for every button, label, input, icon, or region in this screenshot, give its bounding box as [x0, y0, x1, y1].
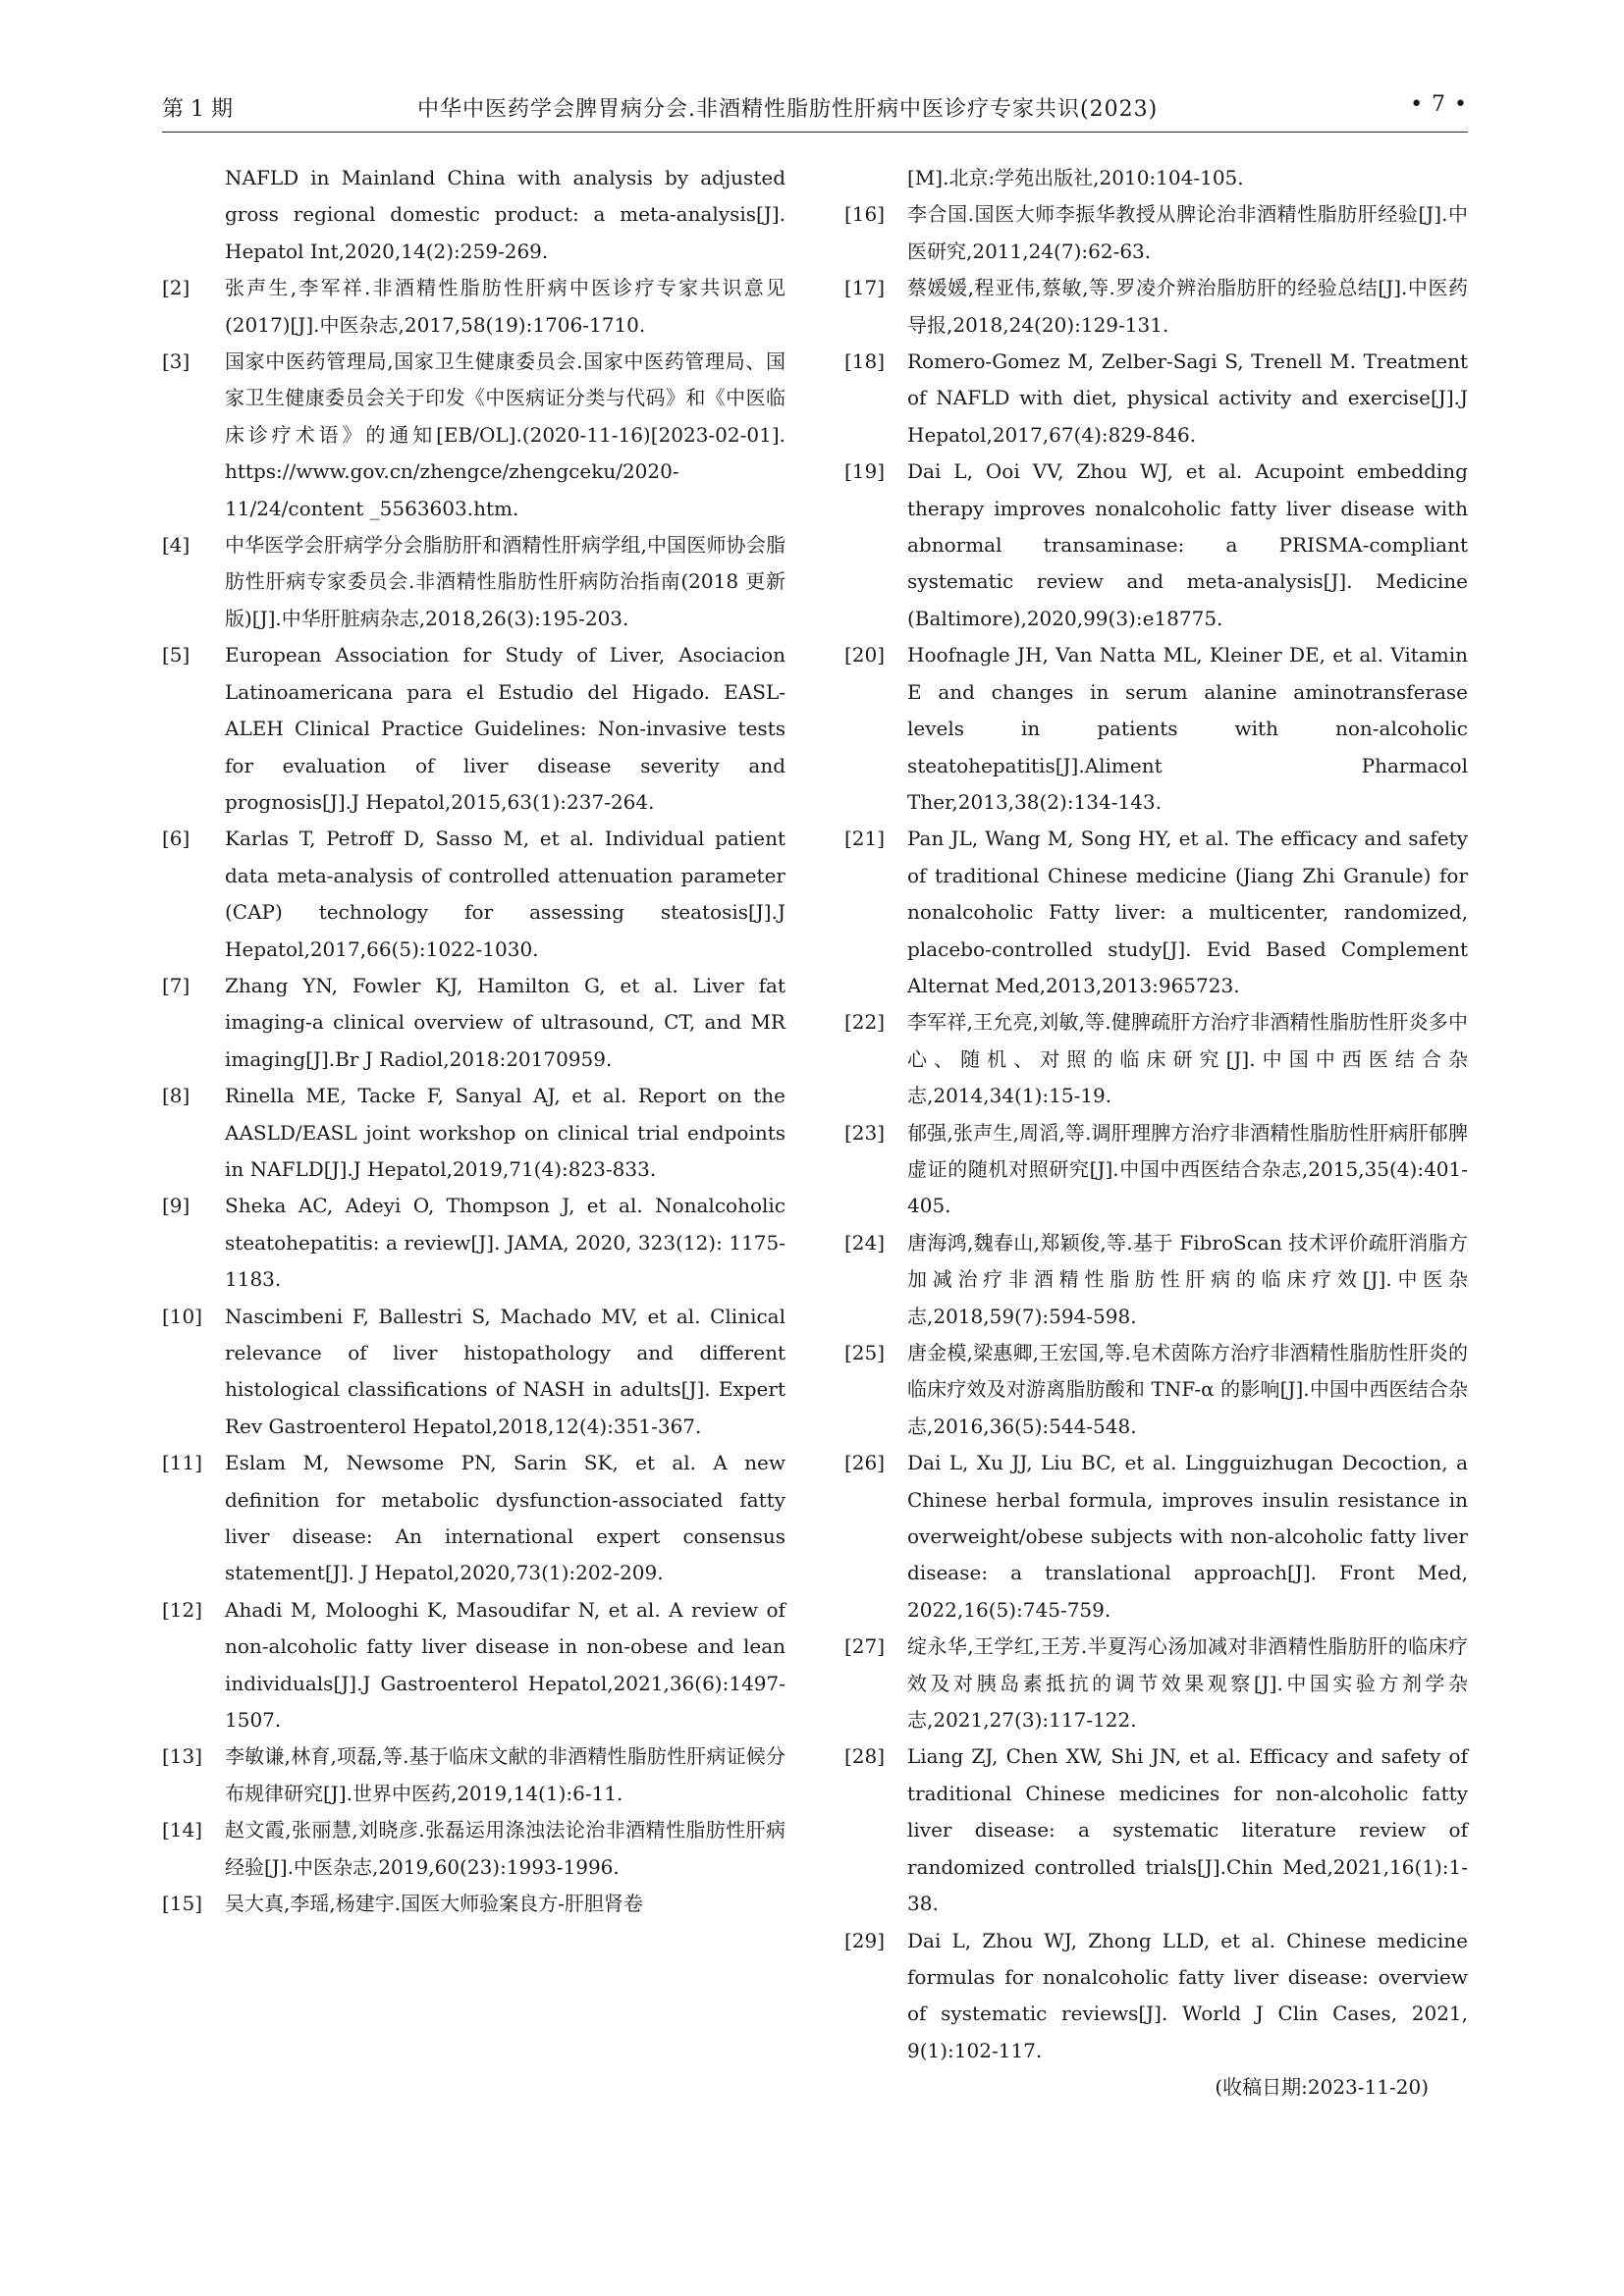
reference-number: [19] — [844, 459, 886, 484]
reference-text: Pan JL, Wang M, Song HY, et al. The efficacy and safety of traditional Chinese medicine (Jiang Zhi Granule) for nonalcoholic Fatty liver: a multicenter, randomized, placebo-controlled study[J]. Evid Based Complement Alternat Med,2013,2013:965723. — [907, 827, 1468, 997]
reference-number: [9] — [162, 1194, 190, 1218]
page-number: • 7 • — [1410, 92, 1468, 117]
reference-entry — [162, 1812, 785, 1886]
reference-entry — [162, 1592, 785, 1739]
reference-text: Liang ZJ, Chen XW, Shi JN, et al. Efficacy and safety of traditional Chinese medicines for non-alcoholic fatty liver disease: a systematic literature review of randomized controlled trials[J].Chin Med,2021,16(1):1-38. — [907, 1744, 1468, 1916]
reference-number: [15] — [162, 1892, 203, 1916]
reference-entry — [162, 527, 785, 637]
reference-entry — [844, 1923, 1468, 2070]
reference-text: Hoofnagle JH, Van Natta ML, Kleiner DE, et al. Vitamin E and changes in serum alanine aminotransferase levels in patients with non-alcoholic steatohepatitis[J].Aliment Pharmacol Ther,2013,38(2):134-143. — [907, 643, 1468, 814]
reference-number: [23] — [844, 1120, 886, 1145]
reference-number: [8] — [162, 1084, 190, 1108]
references-right-column — [844, 160, 1468, 2107]
reference-entry — [844, 637, 1468, 821]
reference-number: [10] — [162, 1304, 203, 1328]
reference-entry — [162, 1738, 785, 1812]
reference-text: 绽永华,王学红,王芳.半夏泻心汤加减对非酒精性脂肪肝的临床疗效及对胰岛素抵抗的调节效果观察[J].中国实验方剂学杂志,2021,27(3):117-122. — [907, 1634, 1468, 1733]
reference-entry — [162, 344, 785, 527]
reference-entry — [844, 344, 1468, 454]
reference-text: Ahadi M, Molooghi K, Masoudifar N, et al. A review of non-alcoholic fatty liver disease in non-obese and lean individuals[J].J Gastroenterol Hepatol,2021,36(6):1497-1507. — [225, 1597, 785, 1733]
reference-text: Sheka AC, Adeyi O, Thompson J, et al. Nonalcoholic steatohepatitis: a review[J]. JAMA, 2020, 323(12): 1175-1183. — [225, 1194, 785, 1292]
reference-entry — [162, 1188, 785, 1298]
reference-entry — [844, 1738, 1468, 1922]
reference-number: [4] — [162, 533, 190, 558]
reference-number: [28] — [844, 1744, 886, 1769]
reference-entry — [162, 637, 785, 821]
reference-entry — [844, 1445, 1468, 1629]
reference-number: [21] — [844, 827, 886, 851]
reference-number: [6] — [162, 827, 190, 851]
running-title: 中华中医药学会脾胃病分会.非酒精性脂肪性肝病中医诊疗专家共识(2023) — [417, 97, 1159, 122]
reference-text: Karlas T, Petroff D, Sasso M, et al. Individual patient data meta-analysis of controlled attenuation parameter (CAP) technology for assessing steatosis[J].J Hepatol,2017,66(5):1022-1030. — [225, 827, 785, 961]
reference-number: [12] — [162, 1597, 203, 1622]
reference-entry — [162, 1299, 785, 1446]
reference-number: [7] — [162, 973, 190, 997]
reference-text: 郁强,张声生,周滔,等.调肝理脾方治疗非酒精性脂肪性肝病肝郁脾虚证的随机对照研究[J].中国中西医结合杂志,2015,35(4):401-405. — [907, 1120, 1468, 1218]
references-left-column — [162, 160, 785, 1923]
reference-entry — [844, 1225, 1468, 1335]
reference-number: [13] — [162, 1744, 203, 1769]
reference-text: 唐海鸿,魏春山,郑颖俊,等.基于 FibroScan 技术评价疏肝消脂方加减治疗非酒精性脂肪性肝病的临床疗效[J].中医杂志,2018,59(7):594-598. — [907, 1230, 1468, 1328]
reference-text: 吴大真,李瑶,杨建宇.国医大师验案良方-肝胆肾卷 — [225, 1892, 643, 1916]
reference-entry — [844, 1335, 1468, 1445]
reference-entry — [844, 454, 1468, 637]
reference-entry — [162, 968, 785, 1078]
reference-number: [18] — [844, 349, 886, 374]
reference-number: [5] — [162, 643, 190, 667]
reference-entry — [162, 1886, 785, 1922]
reference-entry — [162, 1078, 785, 1188]
reference-number: [26] — [844, 1451, 886, 1475]
reference-entry — [844, 196, 1468, 270]
reference-entry — [844, 270, 1468, 344]
reference-text: 李合国.国医大师李振华教授从脾论治非酒精性脂肪肝经验[J].中医研究,2011,24(7):62-63. — [907, 202, 1468, 263]
issue-number: 第 1 期 — [162, 97, 233, 122]
reference-number: [11] — [162, 1451, 203, 1475]
reference-text: Romero-Gomez M, Zelber-Sagi S, Trenell M. Treatment of NAFLD with diet, physical activity and exercise[J].J Hepatol,2017,67(4):829-846. — [907, 349, 1468, 447]
reference-entry — [844, 1004, 1468, 1114]
reference-text: Zhang YN, Fowler KJ, Hamilton G, et al. Liver fat imaging-a clinical overview of ultrasound, CT, and MR imaging[J].Br J Radiol,2018:20170959. — [225, 973, 785, 1071]
reference-text: Nascimbeni F, Ballestri S, Machado MV, et al. Clinical relevance of liver histopathology and different histological classifications of NASH in adults[J]. Expert Rev Gastroenterol Hepatol,2018,12(4):351-367. — [225, 1304, 785, 1438]
reference-text: Dai L, Zhou WJ, Zhong LLD, et al. Chinese medicine formulas for nonalcoholic fatty liver disease: overview of systematic reviews[J]. World J Clin Cases, 2021, 9(1):102-117. — [907, 1928, 1468, 2062]
reference-text: 中华医学会肝病学分会脂肪肝和酒精性肝病学组,中国医师协会脂肪性肝病专家委员会.非酒精性脂肪性肝病防治指南(2018 更新版)[J].中华肝脏病杂志,2018,26(3):195-203. — [225, 533, 785, 630]
reference-text: 唐金模,梁惠卿,王宏国,等.皂术茵陈方治疗非酒精性脂肪性肝炎的临床疗效及对游离脂肪酸和 TNF-α 的影响[J].中国中西医结合杂志,2016,36(5):544-548. — [907, 1341, 1468, 1438]
reference-entry — [844, 160, 1468, 196]
reference-text: European Association for Study of Liver, Asociacion Latinoamericana para el Estudio del Higado. EASL-ALEH Clinical Practice Guidelines: Non-invasive tests for evaluation of liver disease severity and prognosis[J].J Hepatol,2015,63(1):237-264. — [225, 643, 785, 814]
reference-number: [2] — [162, 276, 190, 300]
reference-text: [M].北京:学苑出版社,2010:104-105. — [907, 166, 1244, 189]
reference-text: 张声生,李军祥.非酒精性脂肪性肝病中医诊疗专家共识意见(2017)[J].中医杂志,2017,58(19):1706-1710. — [225, 276, 785, 337]
reference-number: [3] — [162, 349, 190, 374]
reference-text: NAFLD in Mainland China with analysis by adjusted gross regional domestic product: a meta-analysis[J]. Hepatol Int,2020,14(2):259-269. — [225, 166, 785, 263]
reference-text: Dai L, Xu JJ, Liu BC, et al. Lingguizhugan Decoction, a Chinese herbal formula, improves insulin resistance in overweight/obese subjects with non-alcoholic fatty liver disease: a translational approach[J]. Front Med, 2022,16(5):745-759. — [907, 1451, 1468, 1622]
reference-entry — [844, 1629, 1468, 1738]
reference-text: 国家中医药管理局,国家卫生健康委员会.国家中医药管理局、国家卫生健康委员会关于印发《中医病证分类与代码》和《中医临床诊疗术语》的通知[EB/OL].(2020-11-16)[2023-02-01]. https://www.gov.cn/zhengce/zhengceku/2020-11/24/content _5563603.htm. — [225, 349, 785, 520]
reference-entry — [162, 160, 785, 270]
reference-number: [17] — [844, 276, 886, 300]
reference-text: 赵文霞,张丽慧,刘晓彦.张磊运用涤浊法论治非酒精性脂肪性肝病经验[J].中医杂志,2019,60(23):1993-1996. — [225, 1818, 785, 1879]
reference-number: [14] — [162, 1818, 203, 1842]
reference-text: 李军祥,王允亮,刘敏,等.健脾疏肝方治疗非酒精性脂肪性肝炎多中心、随机、对照的临床研究[J].中国中西医结合杂志,2014,34(1):15-19. — [907, 1010, 1468, 1108]
running-header — [162, 88, 1468, 133]
reference-list-right — [844, 160, 1468, 2069]
reference-entry — [844, 821, 1468, 1004]
reference-entry — [162, 270, 785, 344]
reference-text: Dai L, Ooi VV, Zhou WJ, et al. Acupoint embedding therapy improves nonalcoholic fatty liver disease with abnormal transaminase: a PRISMA-compliant systematic review and meta-analysis[J]. Medicine (Baltimore),2020,99(3):e18775. — [907, 459, 1468, 630]
reference-text: 李敏谦,林育,项磊,等.基于临床文献的非酒精性脂肪性肝病证候分布规律研究[J].世界中医药,2019,14(1):6-11. — [225, 1744, 785, 1805]
reference-number: [22] — [844, 1010, 886, 1035]
reference-number: [29] — [844, 1928, 886, 1952]
reference-text: Eslam M, Newsome PN, Sarin SK, et al. A new definition for metabolic dysfunction-associated fatty liver disease: An international expert consensus statement[J]. J Hepatol,2020,73(1):202-209. — [225, 1451, 785, 1585]
reference-entry — [162, 821, 785, 968]
reference-number: [25] — [844, 1341, 886, 1364]
reference-text: 蔡媛媛,程亚伟,蔡敏,等.罗凌介辨治脂肪肝的经验总结[J].中医药导报,2018,24(20):129-131. — [907, 276, 1468, 337]
reference-entry — [162, 1445, 785, 1592]
reference-number: [24] — [844, 1230, 886, 1255]
reference-entry — [844, 1115, 1468, 1225]
reference-number: [27] — [844, 1634, 886, 1659]
reference-text: Rinella ME, Tacke F, Sanyal AJ, et al. Report on the AASLD/EASL joint workshop on clinical trial endpoints in NAFLD[J].J Hepatol,2019,71(4):823-833. — [225, 1084, 785, 1181]
reference-number: [16] — [844, 202, 886, 227]
received-date: (收稿日期:2023-11-20) — [1215, 2075, 1429, 2100]
reference-number: [20] — [844, 643, 886, 667]
